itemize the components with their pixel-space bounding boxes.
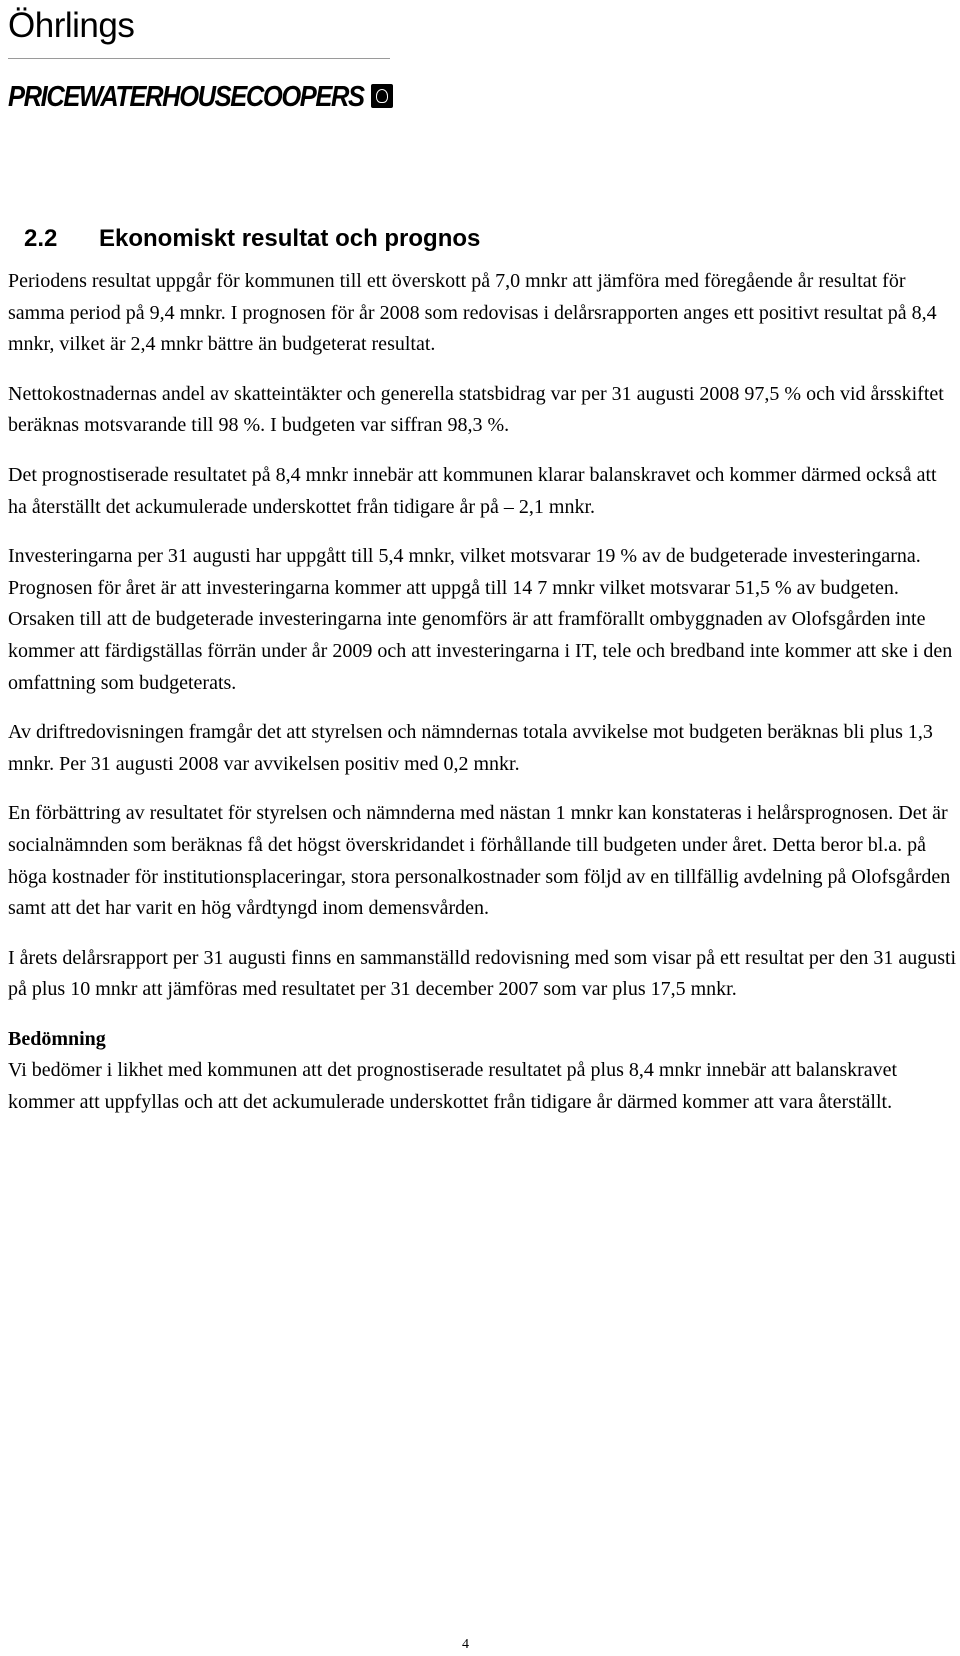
paragraph-consolidated: I årets delårsrapport per 31 augusti finns en sammanställd redovisning med som visar på ett resultat per den 31 augusti på plus 10 mnkr att jämföras med resultatet per 31 december 2007 som var plus 17,5 mnkr.	[8, 946, 957, 1001]
assessment-heading: Bedömning	[8, 1027, 106, 1050]
document-header	[8, 0, 388, 115]
pwc-logo	[8, 71, 388, 115]
paragraph-balance-requirement: Det prognostiserade resultatet på 8,4 mnkr innebär att kommunen klarar balanskravet och kommer därmed också att ha återställt det ackumulerade underskottet från tidigare år på – 2,1 mnkr.	[8, 463, 937, 518]
paragraph-net-costs: Nettokostnadernas andel av skatteintäkter och generella statsbidrag var per 31 augusti 2008 97,5 % och vid årsskiftet beräknas motsvarande till 98 %. I budgeten var siffran 98,3 %.	[8, 382, 944, 437]
pwc-logo-text: PRICEWATERHOUSECOOPERS	[8, 81, 364, 113]
header-divider	[8, 58, 390, 59]
assessment-text: Vi bedömer i likhet med kommunen att det prognostiserade resultatet på plus 8,4 mnkr innebär att balanskravet kommer att uppfyllas och att det ackumulerade underskottet från tidigare år därmed kommer att vara återställt.	[8, 1059, 898, 1114]
section-number: 2.2	[24, 225, 58, 252]
paragraph-investments: Investeringarna per 31 augusti har uppgått till 5,4 mnkr, vilket motsvarar 19 % av de budgeterade investeringarna. Prognosen för året är att investeringarna kommer att uppgå till 14 7 mnkr vilket motsvarar 51,5 % av budgeten. Orsaken till att de budgeterade investeringarna inte genomförs är att framförallt ombyggnaden av Olofsgården inte kommer att färdigställas förrän under år 2009 och att investeringarna i IT, tele och bredband inte kommer att ske i den omfattning som budgeterats.	[8, 545, 953, 694]
ohrlings-logo: Öhrlings	[8, 6, 135, 45]
document-body	[8, 224, 958, 1137]
paragraph-result: Periodens resultat uppgår för kommunen till ett överskott på 7,0 mnkr att jämföra med föregående år resultat för samma period på 9,4 mnkr. I prognosen för år 2008 som redovisas i delårsrapporten anges ett positivt resultat på 8,4 mnkr, vilket är 2,4 mnkr bättre än budgeterat resultat.	[8, 270, 937, 356]
registered-seal-icon	[371, 84, 393, 108]
section-title: Ekonomiskt resultat och prognos	[99, 225, 481, 252]
section-heading	[24, 224, 958, 254]
page-number: 4	[462, 1637, 469, 1652]
paragraph-improvement: En förbättring av resultatet för styrelsen och nämnderna med nästan 1 mnkr kan konstateras i helårsprognosen. Det är socialnämnden som beräknas få det högst överskridandet i förhållande till budgeten under året. Detta beror bl.a. på höga kostnader för institutionsplaceringar, stora personalkostnader som följd av en tillfällig avdelning på Olofsgården samt att det har varit en hög vårdtyngd inom demensvården.	[8, 802, 951, 920]
paragraph-operating-report: Av driftredovisningen framgår det att styrelsen och nämndernas totala avvikelse mot budgeten beräknas bli plus 1,3 mnkr. Per 31 augusti 2008 var avvikelsen positiv med 0,2 mnkr.	[8, 721, 933, 775]
